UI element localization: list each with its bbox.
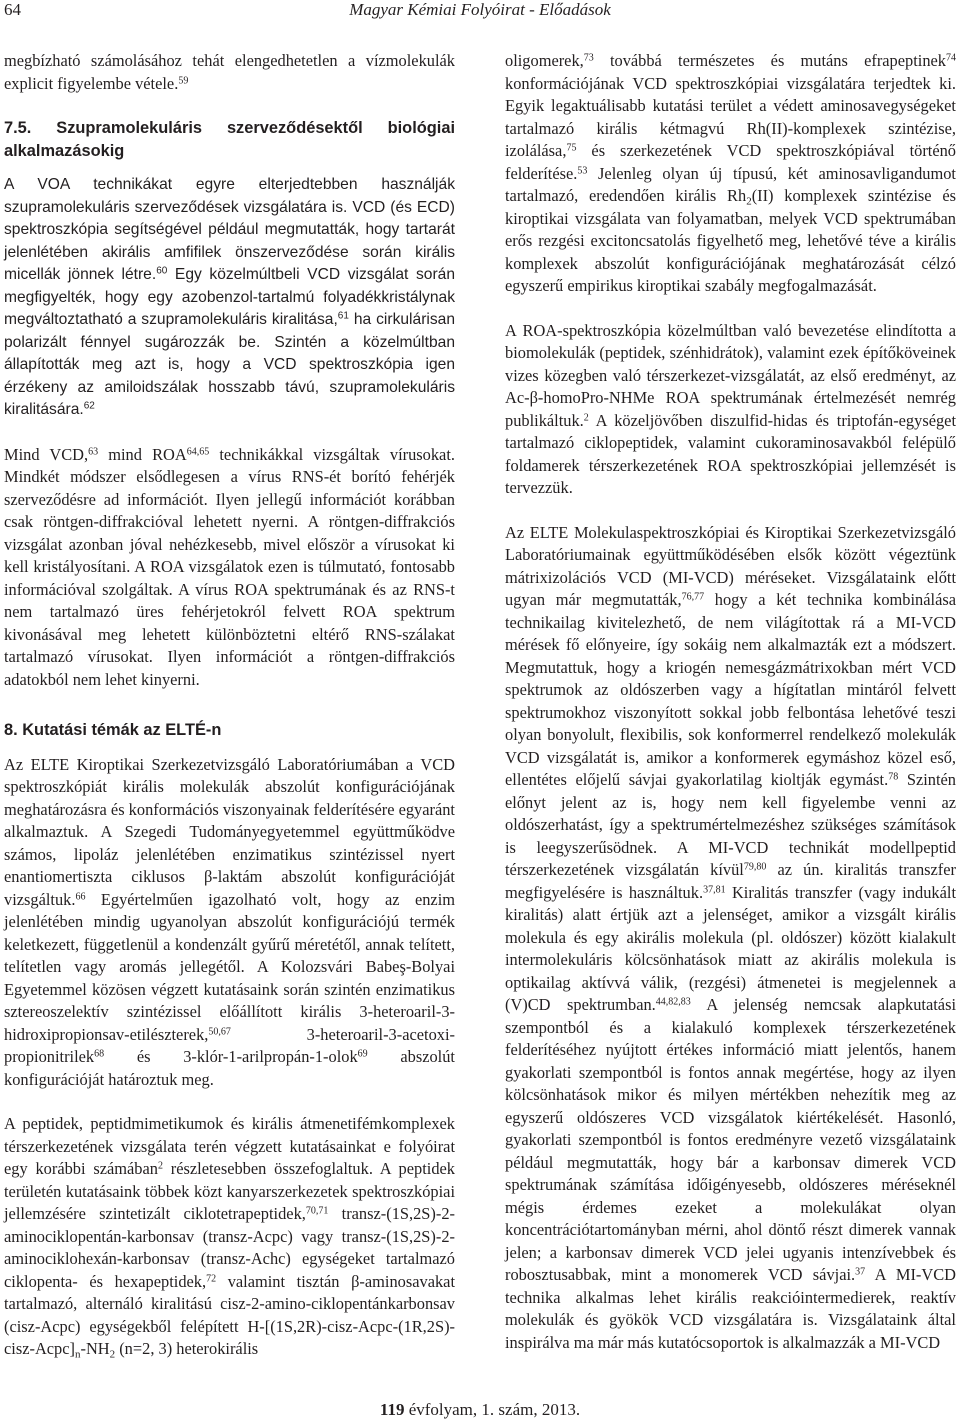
paragraph-left-2: A VOA technikákat egyre elterjedtebben használják szupramolekuláris szerveződések vizsgálatára is. VCD (és ECD) spektroszkópia segítségével például megmutatták, hogy tartarát jelenlétében akirális amfifilek önszerveződése során királis micellák jönnek létre.$^{60}$ Egy közelmúltbeli VCD vizsgálat során megfigyelték, hogy egy azobenzol-tartalmú folyadékkristálynak megváltoztatható a szupramolekuláris kiralitása,$^{61}$ ha cirkulárisan polarizált fénnyel sugározzák be. Szintén a közelmúltban állapították meg azt is, hogy a VCD spektroszkópia igen érzékeny az amiloidszálak hosszabb távú, szupramolekuláris kiralitására.$^{62}$ <box>4 176 455 418</box>
paragraph-left-1: megbízható számolásához tehát elengedhetetlen a vízmolekulák explicit figyelembe vétele.$^{59}$ <box>4 51 455 93</box>
paragraph-left-5: A peptidek, peptidmimetikumok és királis átmenetifémkomplexek térszerkezetének vizsgálata terén végzett kutatásainkat e folyóirat egy korábbi számában$^2$ részletesebben összefoglaltuk. A peptidek területén kutatásaink többek közt kanyarszerkezetek spektroszkópiai jellemzésére szintetizált ciklotetrapeptidek,$^{70,71}$ transz-(1S,2S)-2-aminociklopentán-karbonsav (transz-Acpc) vagy transz-(1S,2S)-2-aminociklohexán-karbonsav (transz-Achc) egységeket tartalmazó ciklopenta- és hexapeptidek,$^{72}$ valamint tisztán β-aminosavakat tartalmazó, alternáló kiralitású cisz-2-amino-ciklopentánkarbonsav (cisz-Acpc) egységekből felépített $H-[(1S,2R)-cisz-Acpc-(1R,2S)-cisz-Acpc]_n-NH_2$ (n=2, 3) heterokirális <box>4 1114 455 1361</box>
volume-number: 119 <box>379 1400 405 1419</box>
paragraph-left-4: Az ELTE Kiroptikai Szerkezetvizsgáló Laboratóriumában a VCD spektroszkópiát királis molekulák abszolút konfigurációjának meghatározásra és konformációs viszonyainak felderítésére egyaránt alkalmaztuk. A Szegedi Tudományegyetemmel együttműködve számos, lipoláz jelenlétében enzimatikus szintézissel nyert enantiomertiszta ciklusos β-laktám abszolút konfigurációját vizsgáltuk.$^{66}$ Egyértelműen igazolható volt, hogy az enzim jelenlétében mindig ugyanolyan abszolút konfigurációjú termék keletkezett, függetlenül a kondenzált gyűrű méretétől, annak telített, telítetlen vagy aromás jellegétől. A Kolozsvári Babeş-Bolyai Egyetemmel közösen végzett kutatásaink során szintén enzimatikus sztereoszelektív szintézissel előállított királis 3-heteroaril-3-hidroxipropionsav-etilészterek,$^{50,67}$ 3-heteroaril-3-acetoxi-propionitrilek$^{68}$ és 3-klór-1-arilpropán-1-olok$^{69}$ abszolút konfigurációját határoztuk meg. <box>4 754 455 1089</box>
journal-title: Magyar Kémiai Folyóirat - Előadások <box>349 0 611 19</box>
section-heading-7-5: 7.5. Szupramolekuláris szerveződésektől biológiai alkalmazásokig <box>4 119 455 160</box>
issue-info: évfolyam, 1. szám, 2013. <box>404 1400 581 1419</box>
running-header <box>0 0 960 22</box>
paragraph-right-3: Az ELTE Molekulaspektroszkópiai és Kiroptikai Szerkezetvizsgáló Laboratóriumainak együttműködésében elsők között végeztünk mátrixizolációs VCD (MI-VCD) méréseket. Vizsgálataink előtt ugyan már megmutatták,$^{76,77}$ hogy a két technika kombinálása technikailag kivitelezhető, de nem világítottak rá a MI-VCD mérések fő előnyeire, így sokáig nem alkalmazták ezt a módszert. Megmutattuk, hogy a kriogén nemesgázmátrixokban mért VCD spektrumok az oldószerben vagy a hígítatlan mintáról felvett spektrumokhoz viszonyított sokkal jobb felbontása lehetővé teszi olyan bonyolult, flexibilis, sok konformerrel rendelkező molekulák VCD vizsgálatát is, amikor a konformerek egymáshoz közel eső, ellentétes előjelű sávjai gyakorlatilag kioltják egymást.$^{78}$ Szintén előnyt jelent az is, hogy nem kell figyelembe venni az oldószerhatást, így a spektrumértelmezéshez szükséges számítások is leegyszerűsödnek. A MI-VCD technikát modellpeptid térszerkezetének vizsgálatán kívül$^{79,80}$ az ún. kiralitás transzfer megfigyelésére is használtuk.$^{37,81}$ Kiralitás transzfer (vagy indukált kiralitás) alatt értjük azt a jelenséget, amikor a vizsgált királis molekula és egy akirális molekula (pl. oldószer) között kialakult intermolekuláris kölcsönhatások miatt az akirális molekula is optikailag aktívvá válik, (rezgési) átmenetei is megjelennek a (V)CD spektrumban.$^{44,82,83}$ A jelenség nemcsak alapkutatási szempontból és a kialakuló komplexek térszerkezetének felderítéséhez nyújtott értékes információ miatt jelentős, hanem gyakorlati szempontból is fontos annak megértése, hogy az ilyen kölcsönhatások mikor és milyen mértékben nehezítik meg az egyszerű oldószeres VCD vizsgálatok kiértékelését. Hasonló, gyakorlati szempontból is fontos eredményre vezető vizsgálataink például megmutatták, hogy bár a karbonsav dimerek VCD spektrumának számítása időigényesebb, oldószeres méréseknél mégis érdemes ezeket a molekulákat olyan koncentrációtartományban mérni, ahol döntő részt dimerek vannak jelen; a karbonsav dimerek VCD jelei ugyanis intenzívebbek és robosztusabbak, mint a monomerek VCD sávjai.$^{37}$ A MI-VCD technika alkalmas lehet királis reakcióintermedierek, reaktív molekulák és gyökök VCD vizsgálatára is. Vizsgálataink által inspirálva ma már más kutatócsoportok is alkalmazzák a MI-VCD <box>505 522 957 1352</box>
right-column <box>505 50 956 1354</box>
page-number: 64 <box>4 0 21 19</box>
left-column <box>4 50 455 1361</box>
section-heading-8: 8. Kutatási témák az ELTÉ-n <box>4 721 222 739</box>
paragraph-right-1: oligomerek,$^{73}$ továbbá természetes és mutáns efrapeptinek$^{74}$ konformációjának VCD spektroszkópiai vizsgálatára terjedtek ki. Egyik legaktuálisabb kutatási terület a védett aminosavegységeket tartalmazó királis kétmagvú Rh(II)-komplexek szintézise, izolálása,$^{75}$ és szerkezetének VCD spektroszkópiával történő felderítése.$^{53}$ Jelenleg olyan új típusú, két aminosavligandumot tartalmazó, eredendően királis $Rh_2(II)$ komplexek szintézise és kiroptikai vizsgálata van folyamatban, melyek VCD spektrumában erős rezgési excitoncsatolás figyelhető meg, lehetővé téve a királis komplexek abszolút konfigurációjának meghatározását célzó egyszerű empirikus kiroptikai szabály megfogalmazását. <box>505 51 957 295</box>
paragraph-left-3: Mind VCD,$^{63}$ mind ROA$^{64,65}$ technikákkal vizsgáltak vírusokat. Mindkét módszer elsődlegesen a vírus RNS-ét borító fehérjék szerveződésre ad információt. Ilyen jellegű információt korábban csak röntgen-diffrakcióval lehetett nyerni. A röntgen-diffrakciós vizsgálat azonban jóval nehézkesebb, mivel először a vírusokat ki kell kristályosítani. A ROA vizsgálatok ezen is túlmutató, fontosabb információval szolgáltak. A vírus ROA spektrumának és az RNS-t nem tartalmazó üres fehérjetokról felvett ROA spektrum kivonásával meg lehetett különböztetni eltérő RNS-szálakat tartalmazó vírusokat. Ilyen információt a röntgen-diffrakciós adatokból nem lehet kinyerni. <box>4 444 455 689</box>
paragraph-right-2: A ROA-spektroszkópia közelmúltban való bevezetése elindította a biomolekulák (peptidek, szénhidrátok), valamint ezek építőköveinek vizes közegben való térszerkezet-vizsgálatát, az első eredményt, az Ac-β-homoPro-NHMe ROA spektrumának értelmezését nemrég publikáltuk.$^2$ A közeljövőben diszulfid-hidas és triptofán-egységet tartalmazó ciklopeptidek, valamint cukoraminosavakból felépülő foldamerek térszerkezetének ROA spektroszkópiai jellemzését is tervezzük. <box>505 320 956 497</box>
page-footer <box>0 1400 960 1420</box>
